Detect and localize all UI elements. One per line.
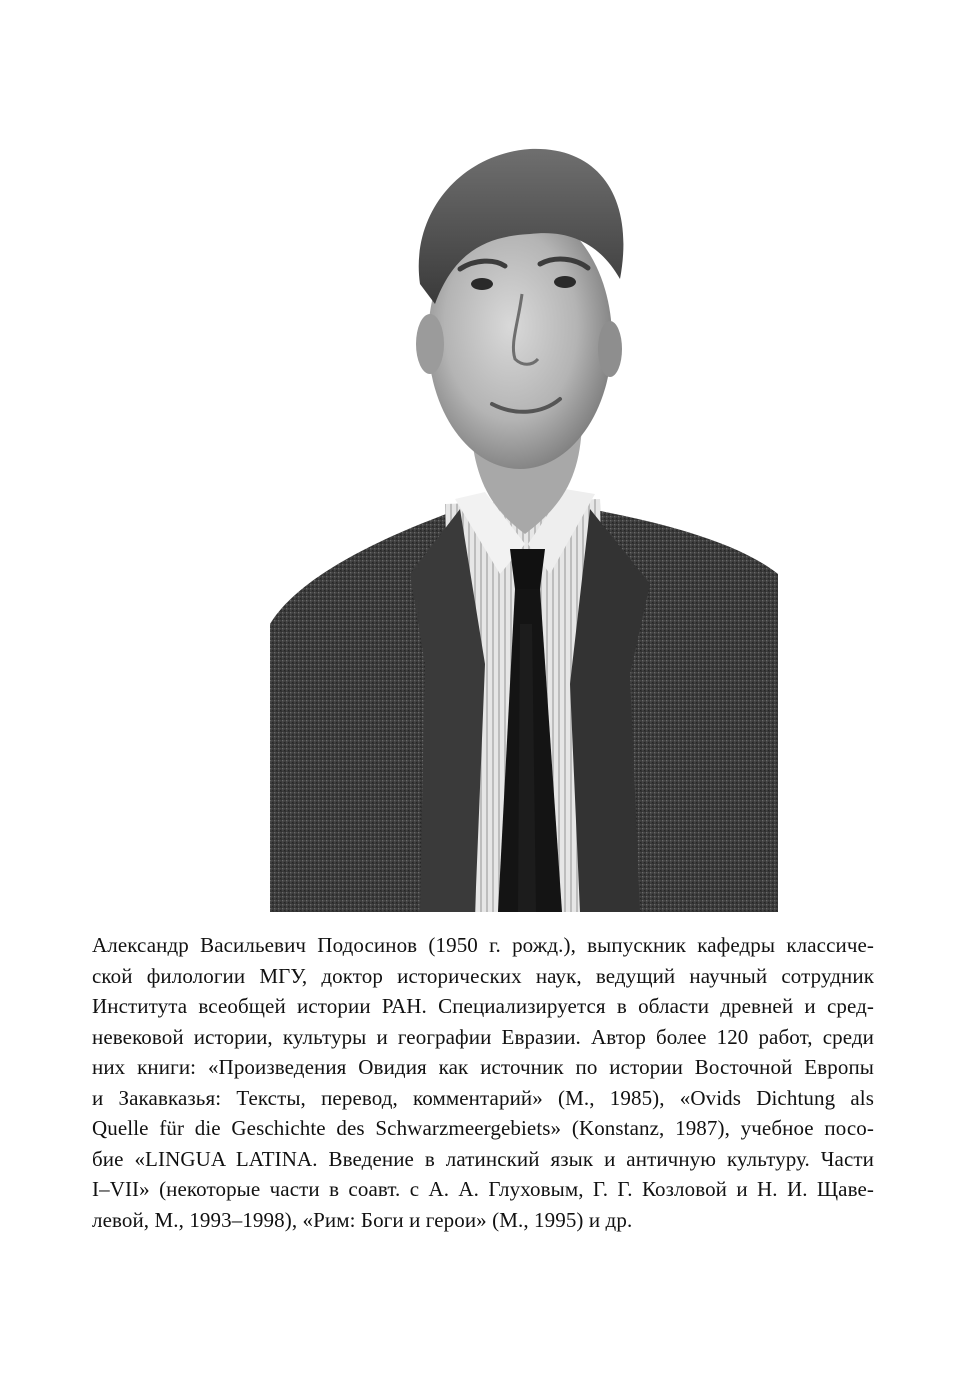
caption-line: ской филологии МГУ, доктор исторических наук, ведущий научный сотрудник	[92, 963, 874, 988]
caption-line: Института всеобщей истории РАН. Специализируется в области древней и сред-	[92, 994, 874, 1018]
caption-line: невековой истории, культуры и географии Евразии. Автор более 120 работ, среди	[92, 1024, 874, 1049]
caption-line: Александр Васильевич Подосинов (1950 г. рожд.), выпускник кафедры классиче-	[92, 933, 874, 957]
caption-line: левой, М., 1993–1998), «Рим: Боги и герои» (М., 1995) и др.	[92, 1207, 633, 1232]
portrait-illustration	[270, 104, 778, 912]
caption-line: бие «LINGUA LATINA. Введение в латинский язык и античную культуру. Части	[92, 1146, 874, 1171]
caption-line: Quelle für die Geschichte des Schwarzmeergebiets» (Konstanz, 1987), учебное посо-	[92, 1116, 874, 1140]
caption-line: I–VII» (некоторые части в соавт. с А. А. Глуховым, Г. Г. Козловой и Н. И. Щаве-	[92, 1177, 874, 1201]
biography-caption	[92, 930, 874, 1235]
caption-line: и Закавказья: Тексты, перевод, комментарий» (М., 1985), «Ovids Dichtung als	[92, 1085, 874, 1110]
portrait-photo	[270, 104, 778, 912]
caption-line: них книги: «Произведения Овидия как источник по истории Восточной Европы	[92, 1055, 874, 1079]
